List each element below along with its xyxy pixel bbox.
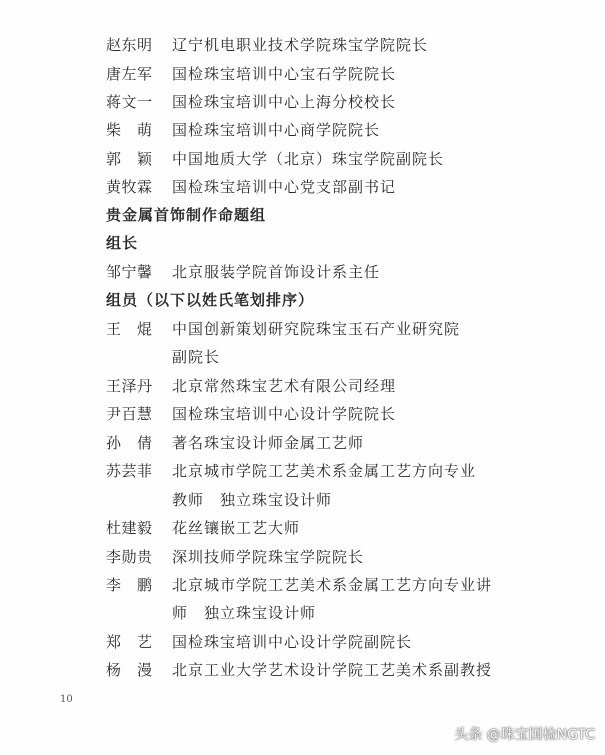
member-title: 北京工业大学艺术设计学院工艺美术系副教授 (172, 661, 493, 679)
member-title: 国检珠宝培训中心上海分校校长 (172, 93, 397, 111)
member-title-continued: 教师 独立珠宝设计师 (172, 491, 333, 509)
members-heading: 组员（以下以姓氏笔划排序） (106, 291, 315, 309)
member-title: 中国地质大学（北京）珠宝学院副院长 (172, 150, 445, 168)
member-title: 中国创新策划研究院珠宝玉石产业研究院 (172, 320, 461, 338)
member-title: 国检珠宝培训中心设计学院院长 (172, 405, 397, 423)
member-name: 李 鹏 (106, 576, 153, 594)
group-heading: 贵金属首饰制作命题组 (106, 206, 267, 224)
member-title-continued: 师 独立珠宝设计师 (172, 604, 317, 622)
member-title: 国检珠宝培训中心设计学院副院长 (172, 633, 413, 651)
member-name: 郭 颖 (106, 150, 153, 168)
member-name: 黄牧霖 (106, 178, 153, 196)
watermark: 头条 @珠宝国检NGTC (454, 727, 595, 743)
page-number: 10 (60, 694, 73, 705)
leader-heading: 组长 (106, 234, 139, 252)
member-name: 郑 艺 (106, 633, 153, 651)
member-name: 苏芸菲 (106, 462, 153, 480)
member-title-continued: 副院长 (172, 348, 221, 366)
member-title: 国检珠宝培训中心商学院院长 (172, 121, 381, 139)
member-name: 孙 倩 (106, 434, 153, 452)
member-name: 赵东明 (106, 36, 153, 54)
member-name: 杨 漫 (106, 661, 153, 679)
member-title: 著名珠宝设计师金属工艺师 (172, 434, 365, 452)
member-name: 蒋文一 (106, 93, 153, 111)
member-name: 柴 萌 (106, 121, 153, 139)
member-title: 辽宁机电职业技术学院珠宝学院院长 (172, 36, 429, 54)
member-title: 北京城市学院工艺美术系金属工艺方向专业 (172, 462, 477, 480)
member-title: 花丝镶嵌工艺大师 (172, 519, 301, 537)
member-title: 国检珠宝培训中心宝石学院院长 (172, 65, 397, 83)
member-title: 北京城市学院工艺美术系金属工艺方向专业讲 (172, 576, 493, 594)
member-name: 唐左军 (106, 65, 153, 83)
member-name: 王 焜 (106, 320, 153, 338)
member-name: 李勋贵 (106, 548, 153, 566)
member-title: 国检珠宝培训中心党支部副书记 (172, 178, 397, 196)
member-title: 北京常然珠宝艺术有限公司经理 (172, 377, 397, 395)
member-name: 尹百慧 (106, 405, 153, 423)
member-title: 深圳技师学院珠宝学院院长 (172, 548, 365, 566)
leader-name: 邹宁馨 (106, 263, 153, 281)
member-name: 王泽丹 (106, 377, 153, 395)
member-name: 杜建毅 (106, 519, 153, 537)
leader-title: 北京服装学院首饰设计系主任 (172, 263, 381, 281)
